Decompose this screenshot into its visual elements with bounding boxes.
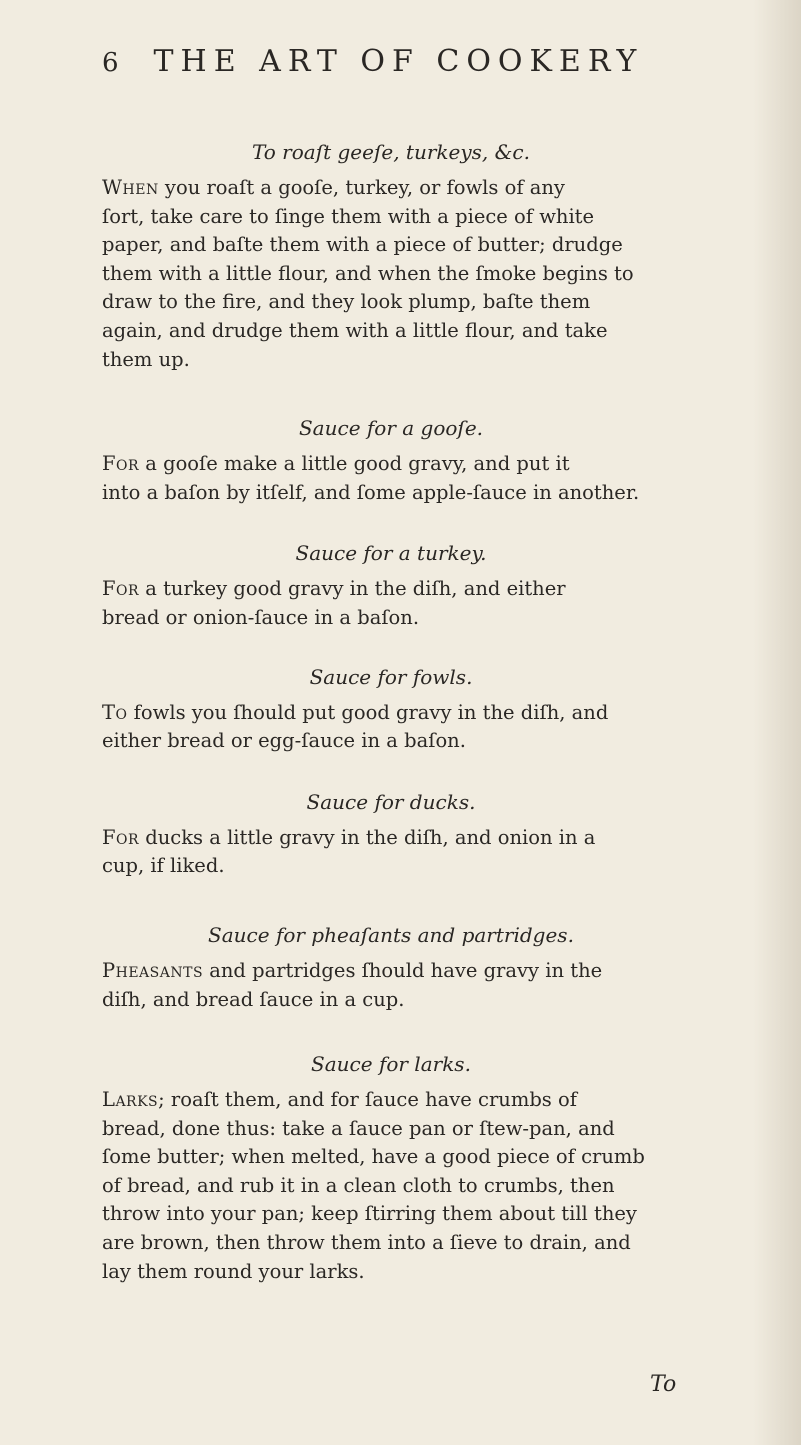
paragraph-text: ducks a little gravy in the diſh, and onion in a cup, if liked.: [102, 825, 596, 878]
section-paragraph: [102, 824, 680, 881]
section-heading: Sauce for pheaſants and partridges.: [208, 922, 574, 947]
recipe-section: [102, 788, 680, 881]
paragraph-text: a gooſe make a little good gravy, and put it into a baſon by itſelf, and ſome apple-ſauce in another.: [102, 452, 640, 504]
paragraph-lead-word: For: [102, 577, 140, 601]
recipe-section: [102, 1050, 680, 1286]
section-heading: Sauce for ducks.: [306, 789, 476, 814]
paragraph-lead-word: For: [102, 452, 140, 476]
page-header: [102, 44, 702, 88]
paragraph-text: you roaſt a gooſe, turkey, or fowls of any ſort, take care to ſinge them with a piece of white paper, and baſte them with a piece of butter; drudge them with a little flour, and when the ſmoke begins to draw to the fire, and they look plump, baſte them again, and drudge them with a little flour, and take them up.: [102, 176, 634, 371]
section-paragraph: [102, 450, 680, 507]
paragraph-text: ; roaſt them, and for ſauce have crumbs of bread, done thus: take a ſauce pan or ſtew-pan, and ſome butter; when melted, have a good piece of crumb of bread, and rub it in a clean cloth to crumbs, then throw into your pan; keep ſtirring them about till they are brown, then throw them into a ſieve to drain, and lay them round your larks.: [102, 1088, 645, 1283]
paragraph-lead-word: To: [102, 700, 128, 724]
section-paragraph: [102, 957, 680, 1014]
recipe-section: [102, 138, 680, 374]
paragraph-lead-word: When: [102, 176, 159, 199]
section-paragraph: [102, 174, 680, 374]
recipe-section: [102, 539, 680, 632]
recipe-section: [102, 921, 680, 1014]
paragraph-text: a turkey good gravy in the diſh, and either bread or onion-ſauce in a baſon.: [102, 577, 566, 629]
recipe-section: [102, 414, 680, 507]
paragraph-lead-word: Pheasants: [102, 958, 204, 982]
section-paragraph: [102, 699, 680, 756]
paragraph-text: fowls you ſhould put good gravy in the diſh, and either bread or egg-ſauce in a baſon.: [102, 700, 609, 753]
running-head: THE ART OF COOKERY: [153, 44, 644, 79]
section-heading: Sauce for larks.: [311, 1052, 471, 1077]
section-paragraph: [102, 575, 680, 632]
page-number: 6: [102, 48, 120, 78]
paragraph-lead-word: For: [102, 825, 140, 849]
section-paragraph: [102, 1086, 680, 1286]
section-heading: Sauce for a gooſe.: [298, 416, 484, 441]
section-heading: Sauce for fowls.: [309, 664, 473, 689]
paragraph-text: and partridges ſhould have gravy in the diſh, and bread ſauce in a cup.: [102, 958, 603, 1011]
paragraph-lead-word: Larks: [102, 1088, 159, 1112]
recipe-section: [102, 663, 680, 756]
page-body: [102, 138, 680, 1286]
section-heading: Sauce for a turkey.: [295, 541, 487, 566]
catchword: To: [650, 1372, 677, 1397]
section-heading: To roaſt geeſe, turkeys, &c.: [251, 140, 530, 164]
